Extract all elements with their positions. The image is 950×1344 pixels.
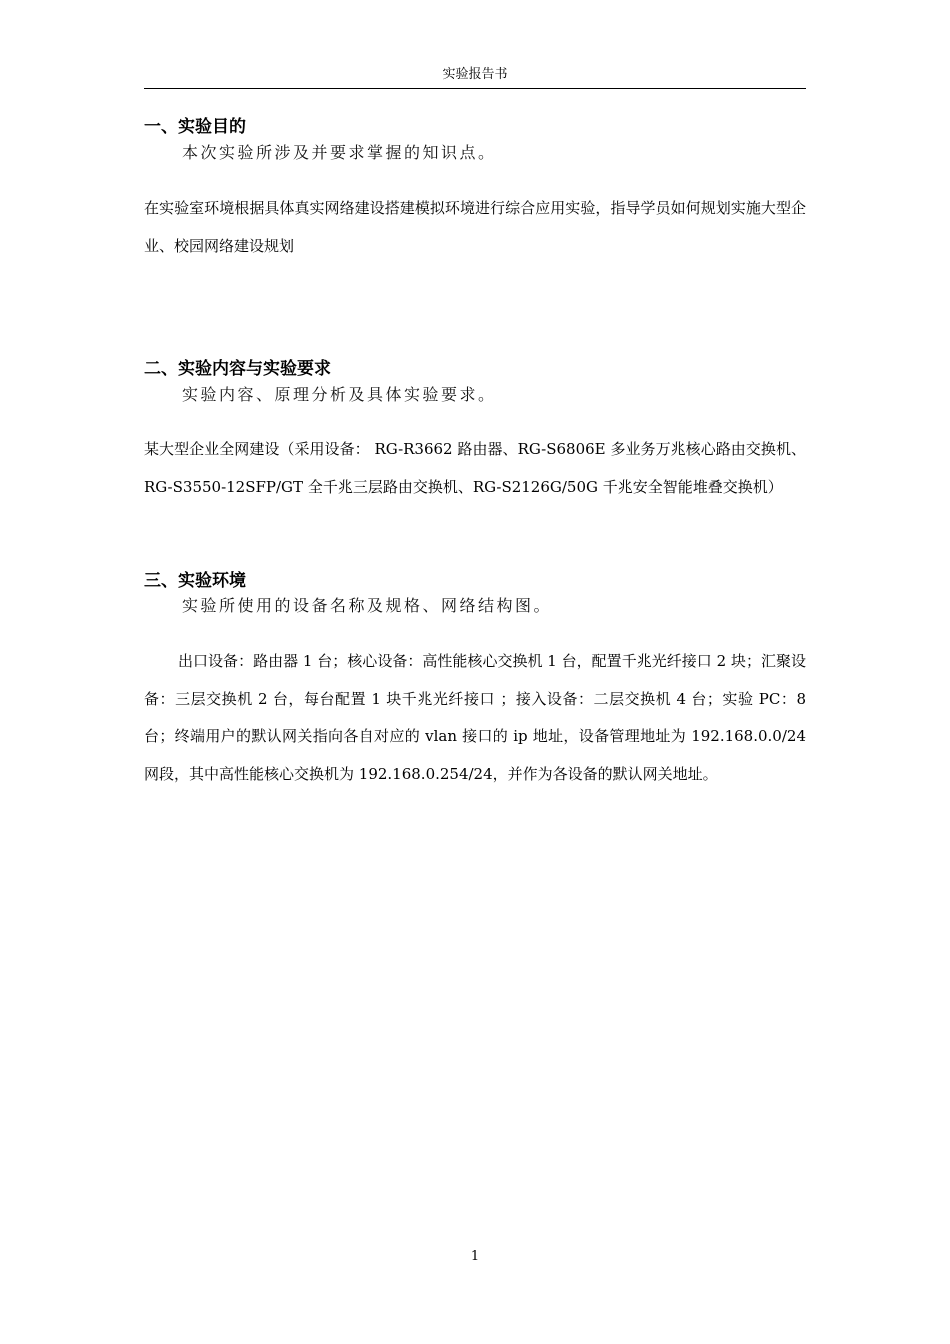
section-body-content: 某大型企业全网建设（采用设备： RG-R3662 路由器、RG-S6806E 多业务万兆核心路由交换机、RG-S3550-12SFP/GT 全千兆三层路由交换机、RG-S2126G/50G 千兆安全智能堆叠交换机） xyxy=(144,440,806,496)
section-body-objective: 在实验室环境根据具体真实网络建设搭建模拟环境进行综合应用实验，指导学员如何规划实施大型企业、校园网络建设规划 xyxy=(144,199,806,255)
page-header-title: 实验报告书 xyxy=(442,67,508,82)
header-divider xyxy=(144,88,806,89)
section-subheading-content: 实验内容、原理分析及具体实验要求。 xyxy=(182,385,497,404)
section-subheading-objective: 本次实验所涉及并要求掌握的知识点。 xyxy=(182,143,497,162)
section-body-environment: 出口设备：路由器 1 台；核心设备：高性能核心交换机 1 台，配置千兆光纤接口 2 块；汇聚设备：三层交换机 2 台，每台配置 1 块千兆光纤接口 ；接入设备：二层交换机 4 台；实验 PC：8 台；终端用户的默认网关指向各自对应的 vlan 接口的 ip 地址，设备管理地址为 192.168.0.0/24 网段，其中高性能核心交换机为 192.168.0.254/24，并作为各设备的默认网关地址。 xyxy=(144,652,806,783)
section-heading-content: 二、实验内容与实验要求 xyxy=(144,359,331,379)
section-heading-environment: 三、实验环境 xyxy=(144,571,246,591)
section-subheading-environment: 实验所使用的设备名称及规格、网络结构图。 xyxy=(182,596,553,615)
page-number: 1 xyxy=(470,1249,480,1264)
section-heading-objective: 一、实验目的 xyxy=(144,117,246,137)
